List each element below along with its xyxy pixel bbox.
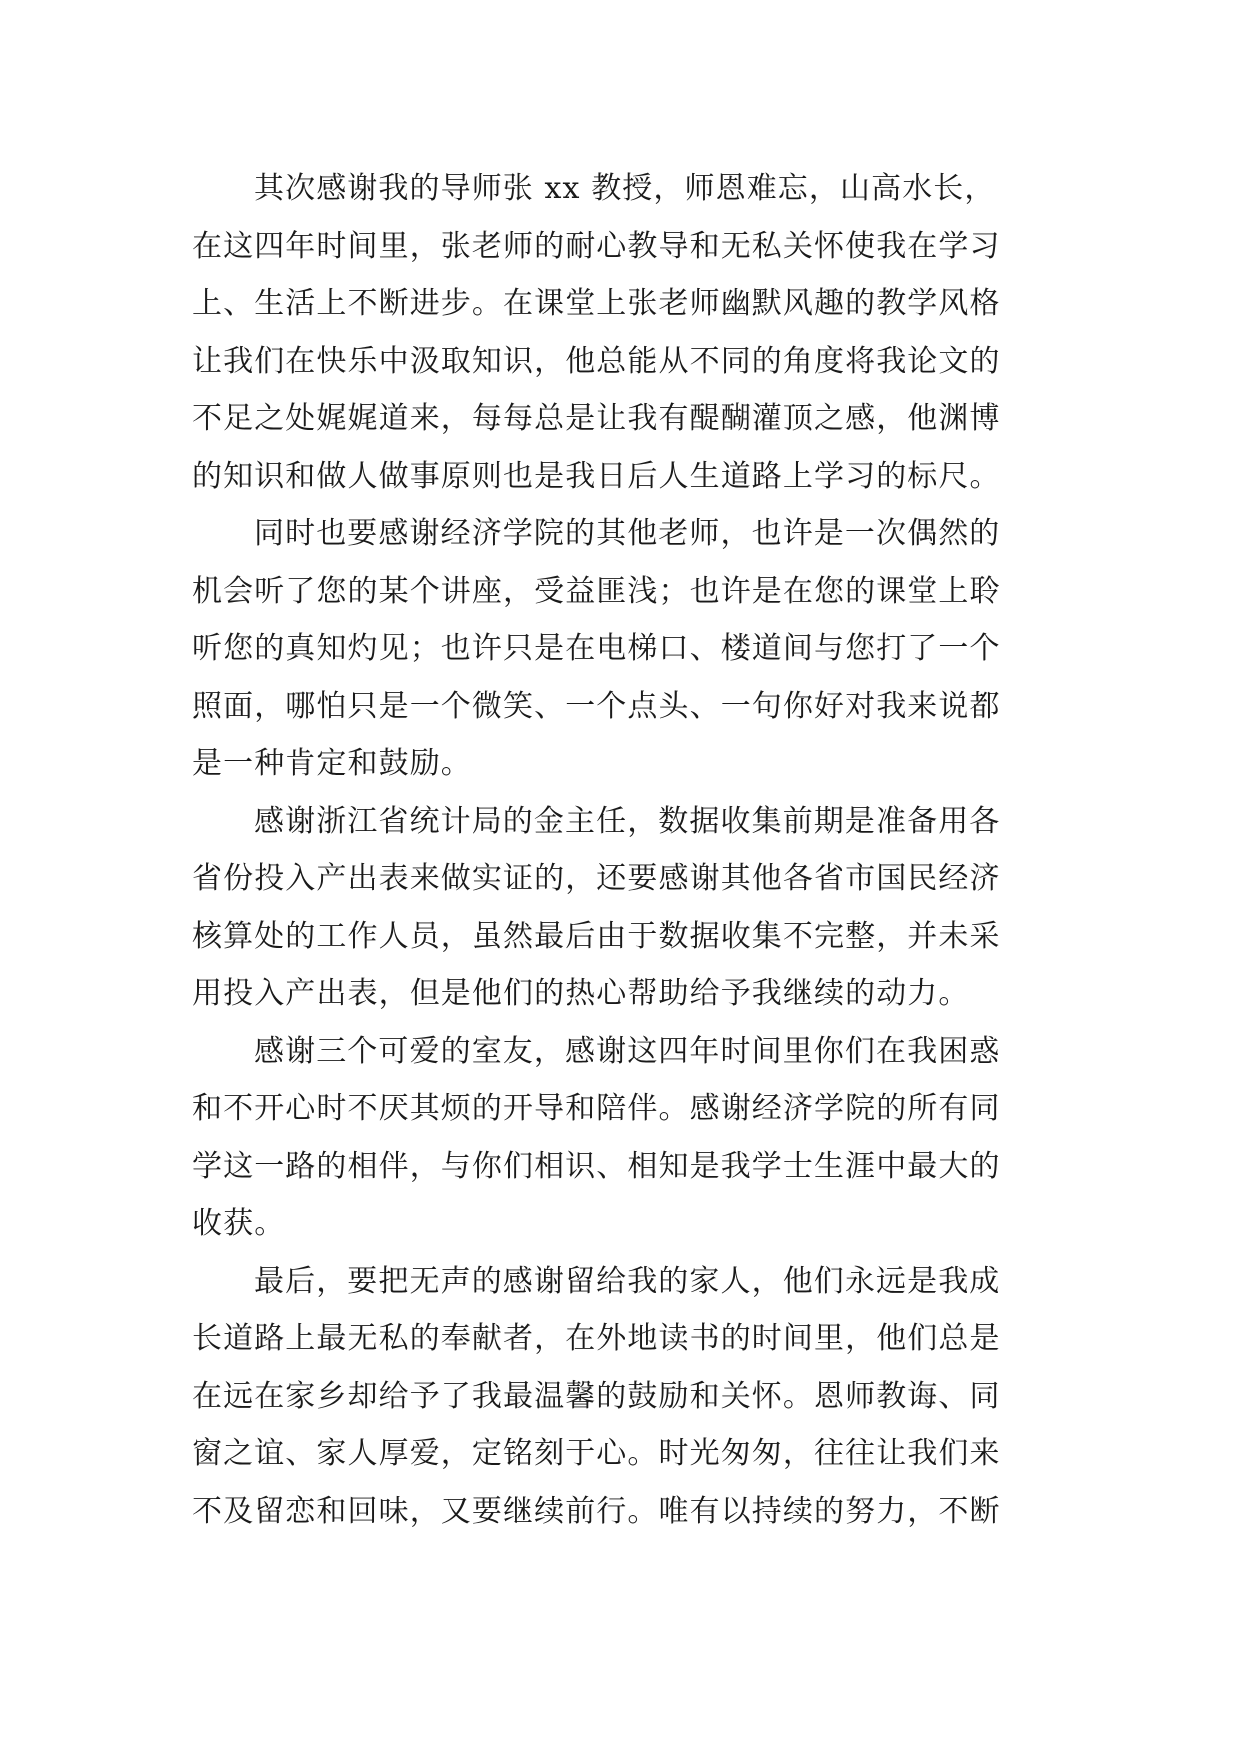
paragraph-advisor xyxy=(192,160,1056,505)
text-line: 上、生活上不断进步。在课堂上张老师幽默风趣的教学风格 xyxy=(192,286,1001,321)
acknowledgement-text xyxy=(192,160,1056,1540)
text-line: 感谢浙江省统计局的金主任，数据收集前期是准备用各 xyxy=(254,803,1001,839)
paragraph-statistics-bureau xyxy=(192,793,1056,1023)
text-line: 感谢三个可爱的室友，感谢这四年时间里你们在我困惑 xyxy=(254,1033,1001,1069)
text-line: 长道路上最无私的奉献者，在外地读书的时间里，他们总是 xyxy=(192,1321,1001,1356)
text-line: 不足之处娓娓道来，每每总是让我有醍醐灌顶之感，他渊博 xyxy=(192,401,1001,436)
text-line: 收获。 xyxy=(192,1206,286,1241)
text-line: 的知识和做人做事原则也是我日后人生道路上学习的标尺。 xyxy=(192,458,1001,494)
text-line: 学这一路的相伴，与你们相识、相知是我学士生涯中最大的 xyxy=(192,1148,1001,1184)
text-line: 窗之谊、家人厚爱，定铭刻于心。时光匆匆，往往让我们来 xyxy=(192,1436,1001,1471)
text-line: 其次感谢我的导师张 xx 教授，师恩难忘，山高水长， xyxy=(254,171,996,206)
text-line: 听您的真知灼见；也许只是在电梯口、楼道间与您打了一个 xyxy=(192,631,1001,666)
text-line: 照面，哪怕只是一个微笑、一个点头、一句你好对我来说都 xyxy=(192,688,1001,724)
text-line: 同时也要感谢经济学院的其他老师，也许是一次偶然的 xyxy=(254,516,1001,551)
paragraph-roommates xyxy=(192,1023,1056,1253)
paragraph-teachers xyxy=(192,505,1056,793)
text-line: 用投入产出表，但是他们的热心帮助给予我继续的动力。 xyxy=(192,976,970,1011)
text-line: 和不开心时不厌其烦的开导和陪伴。感谢经济学院的所有同 xyxy=(192,1091,1001,1126)
paragraph-family xyxy=(192,1253,1056,1541)
text-line: 在远在家乡却给予了我最温馨的鼓励和关怀。恩师教诲、同 xyxy=(192,1378,1001,1414)
text-line: 让我们在快乐中汲取知识，他总能从不同的角度将我论文的 xyxy=(192,343,1001,379)
text-line: 在这四年时间里，张老师的耐心教导和无私关怀使我在学习 xyxy=(192,228,1001,264)
text-line: 省份投入产出表来做实证的，还要感谢其他各省市国民经济 xyxy=(192,861,1001,896)
text-line: 最后，要把无声的感谢留给我的家人，他们永远是我成 xyxy=(254,1263,1001,1299)
text-line: 是一种肯定和鼓励。 xyxy=(192,746,472,781)
text-line: 机会听了您的某个讲座，受益匪浅；也许是在您的课堂上聆 xyxy=(192,573,1001,609)
text-line: 核算处的工作人员，虽然最后由于数据收集不完整，并未采 xyxy=(192,918,1001,954)
text-line: 不及留恋和回味，又要继续前行。唯有以持续的努力，不断 xyxy=(192,1493,1001,1529)
